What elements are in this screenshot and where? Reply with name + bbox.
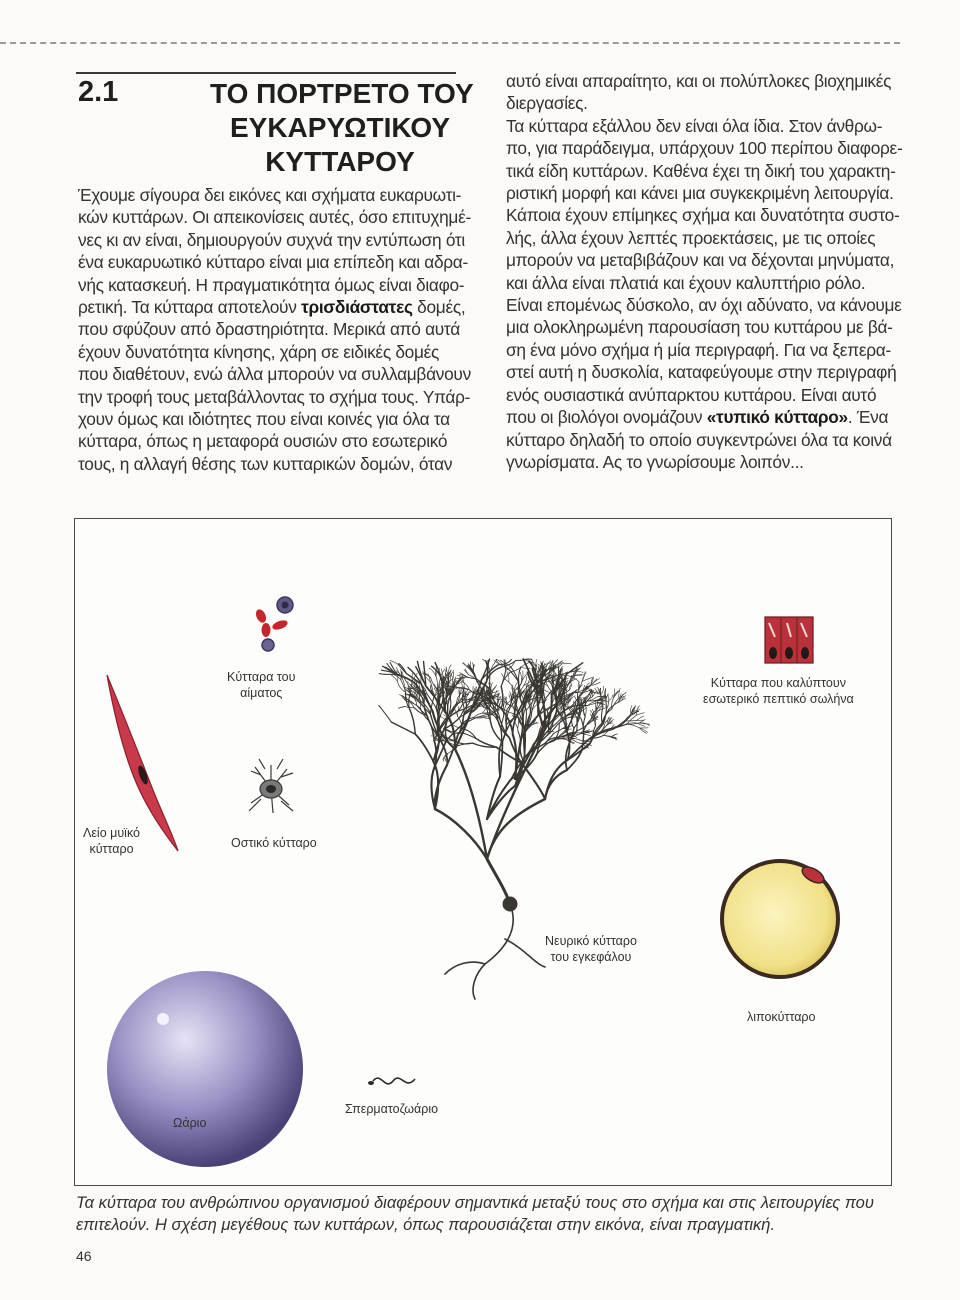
bold-term: «τυπικό κύτταρο» bbox=[706, 407, 848, 428]
text-line: Κάποια έχουν επίμηκες σχήμα και δυνατότητα συστο- bbox=[506, 205, 900, 226]
section-title bbox=[210, 77, 474, 179]
text-line: ριστική μορφή και κάνει μια συγκεκριμένη λειτουργία. bbox=[506, 183, 894, 204]
label-line: λιποκύτταρο bbox=[747, 1010, 816, 1024]
label-line: κύτταρο bbox=[89, 842, 134, 856]
text-line: που διαθέτουν, ενώ άλλα μπορούν να συλλαμβάνουν bbox=[78, 364, 471, 385]
text-line: διεργασίες. bbox=[506, 93, 588, 114]
text-line: Έχουμε σίγουρα δει εικόνες και σχήματα ευκαρυωτι- bbox=[78, 185, 462, 205]
figure-caption bbox=[76, 1192, 896, 1236]
text-line: μπορούν να μεταβιβάζουν και να δέχονται μηνύματα, bbox=[506, 250, 895, 271]
bone-cell-label bbox=[231, 835, 317, 851]
text-line: πο, για παράδειγμα, υπάρχουν 100 περίπου διαφορε- bbox=[506, 138, 903, 159]
bone-cell-illustration bbox=[249, 759, 293, 813]
label-line: Οστικό κύτταρο bbox=[231, 836, 317, 850]
right-text-column bbox=[506, 70, 903, 473]
section-title-line: ΚΥΤΤΑΡΟΥ bbox=[265, 146, 415, 177]
section-number: 2.1 bbox=[78, 76, 119, 108]
fat-cell-illustration bbox=[722, 861, 838, 977]
text-line: κύτταρο δηλαδή το οποίο συγκεντρώνει όλα τα κοινά bbox=[506, 429, 892, 450]
label-line: αίματος bbox=[240, 686, 283, 700]
text-run: ρετική. Τα κύτταρα αποτελούν bbox=[78, 297, 302, 318]
text-line: που σφύζουν από δραστηριότητα. Μερικά από αυτά bbox=[78, 319, 460, 340]
text-line: και άλλα είναι πλατιά και έχουν καλυπτήριο ρόλο. bbox=[506, 272, 866, 293]
label-line: εσωτερικό πεπτικό σωλήνα bbox=[703, 692, 854, 706]
text-line: κύτταρα, όπως η μεταφορά ουσιών στο εσωτερικό bbox=[78, 431, 448, 452]
section-title-line: ΤΟ ΠΟΡΤΡΕΤΟ ΤΟΥ bbox=[210, 78, 474, 109]
label-line: Κύτταρα του bbox=[227, 670, 296, 684]
text-line: μια ολοκληρωμένη παρουσίαση του κυττάρου με βά- bbox=[506, 317, 893, 338]
text-line: λής, άλλα έχουν λεπτές προεκτάσεις, με τις οποίες bbox=[506, 227, 876, 248]
text-line: ένα ευκαρυωτικό κύτταρο είναι μια επίπεδη και αδρα- bbox=[78, 252, 468, 273]
text-line bbox=[506, 406, 898, 428]
sperm-cell-illustration bbox=[368, 1078, 415, 1085]
text-line: Τα κύτταρα εξάλλου δεν είναι όλα ίδια. Στον άνθρω- bbox=[506, 115, 883, 136]
figure-illustration bbox=[75, 519, 891, 1185]
blood-cells-illustration bbox=[254, 597, 293, 651]
egg-cell-illustration bbox=[107, 971, 303, 1167]
section-rule bbox=[76, 72, 456, 74]
text-line: αυτό είναι απαραίτητο, και οι πολύπλοκες βιοχημικές bbox=[506, 71, 892, 91]
text-run: . Ένα bbox=[847, 407, 889, 428]
cut-line bbox=[0, 42, 900, 44]
label-line: Νευρικό κύτταρο bbox=[545, 934, 637, 948]
caption-line: Τα κύτταρα του ανθρώπινου οργανισμού διαφέρουν σημαντικά μεταξύ τους στο σχήμα και στις λειτουργίες που bbox=[76, 1194, 874, 1212]
caption-line: επιτελούν. Η σχέση μεγέθους των κυττάρων, όπως παρουσιάζεται στην εικόνα, είναι πραγματική. bbox=[76, 1216, 776, 1234]
text-line: νες κι αν είναι, δημιουργούν συχνά την εντύπωση ότι bbox=[78, 229, 465, 250]
text-run: που οι βιολόγοι ονομάζουν bbox=[506, 407, 707, 428]
left-text-column bbox=[78, 184, 470, 475]
section-title-line: ΕΥΚΑΡΥΩΤΙΚΟΥ bbox=[229, 112, 451, 143]
text-line: την τροφή τους μεταβάλλοντας το σχήμα τους. Υπάρ- bbox=[78, 386, 471, 407]
cell-types-figure bbox=[74, 518, 892, 1186]
text-line: έχουν δυνατότητα κίνησης, χάρη σε ειδικές δομές bbox=[78, 341, 440, 362]
label-line: Κύτταρα που καλύπτουν bbox=[710, 676, 846, 690]
text-line: τους, η αλλαγή θέσης των κυτταρικών δομών, όταν bbox=[78, 453, 453, 474]
text-run: δομές, bbox=[412, 297, 466, 318]
text-line: χουν όμως και ιδιότητες που είναι κοινές για όλα τα bbox=[78, 409, 450, 430]
text-line: ση ένα μόνο σχήμα ή μία περιγραφή. Για να ξεπερα- bbox=[506, 339, 891, 360]
blood-cells-label bbox=[227, 669, 295, 701]
smooth-muscle-label bbox=[83, 825, 140, 857]
neuron-label bbox=[545, 933, 637, 965]
fat-cell-label bbox=[747, 1009, 816, 1025]
text-line: Είναι επομένως δύσκολο, αν όχι αδύνατο, να κάνουμε bbox=[506, 295, 902, 316]
text-line: ενός ουσιαστικά ανύπαρκτου κυττάρου. Είναι αυτό bbox=[506, 384, 877, 405]
text-line: γνωρίσματα. Ας το γνωρίσουμε λοιπόν... bbox=[506, 451, 804, 472]
bold-term: τρισδιάστατες bbox=[301, 297, 413, 318]
epithelial-cells-illustration bbox=[765, 617, 813, 663]
text-line: νής κατασκευή. Η πραγματικότητα όμως είναι διαφο- bbox=[78, 274, 465, 295]
label-line: του εγκεφάλου bbox=[550, 950, 632, 964]
egg-cell-label bbox=[173, 1115, 206, 1131]
epithelial-cells-label bbox=[703, 675, 854, 707]
text-line: κών κυττάρων. Οι απεικονίσεις αυτές, όσο επιτυχημέ- bbox=[78, 207, 471, 228]
label-line: Σπερματοζωάριο bbox=[345, 1102, 439, 1116]
sperm-cell-label bbox=[345, 1101, 438, 1117]
text-line: τικά είδη κυττάρων. Καθένα έχει τη δική του χαρακτη- bbox=[506, 160, 896, 181]
text-line bbox=[78, 296, 470, 318]
label-line: Λείο μυϊκό bbox=[83, 826, 140, 840]
label-line: Ωάριο bbox=[173, 1116, 207, 1130]
text-line: στεί αυτή η δυσκολία, καταφεύγουμε στην περιγραφή bbox=[506, 362, 897, 383]
page-number: 46 bbox=[76, 1248, 92, 1264]
